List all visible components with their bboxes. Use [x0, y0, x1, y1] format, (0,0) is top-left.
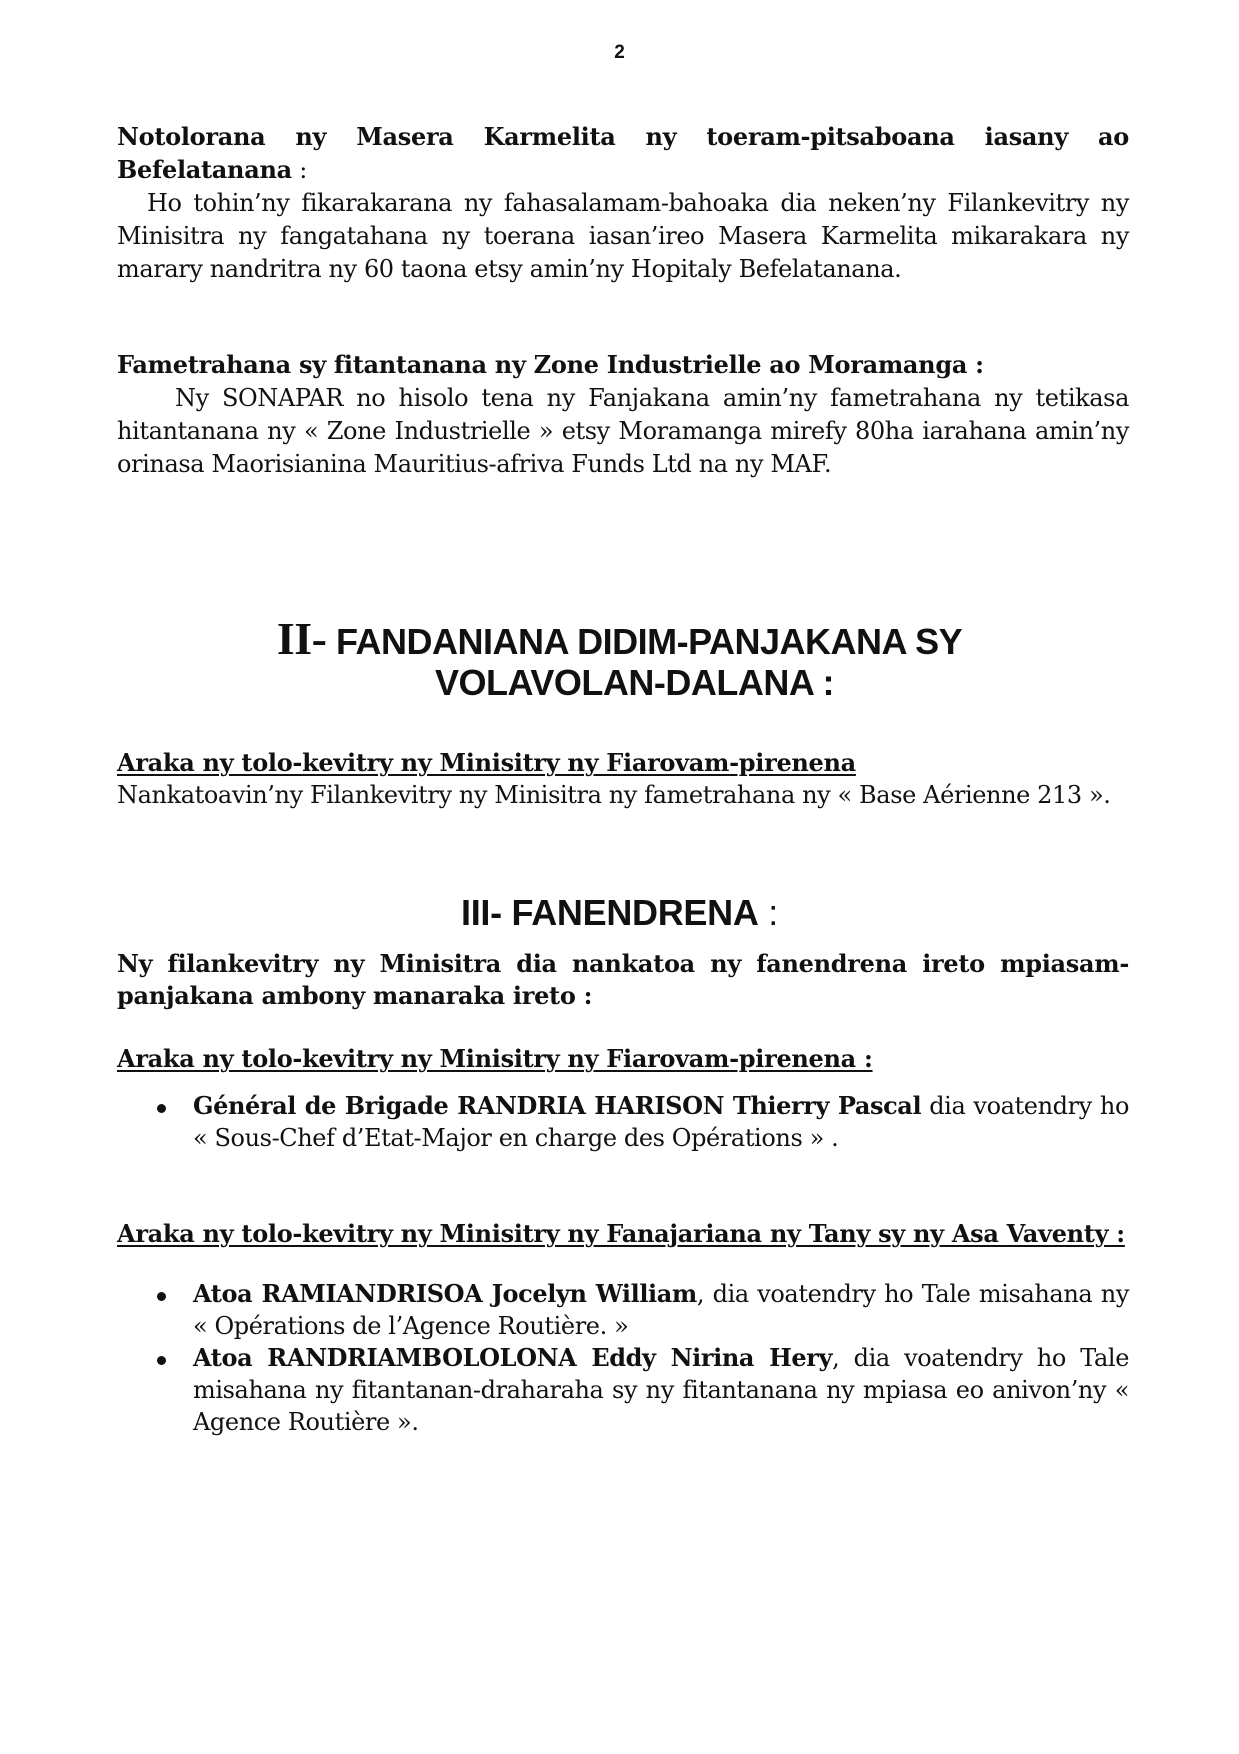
section-3-title: III- FANENDRENA : [461, 892, 778, 933]
page-number: 2 [614, 42, 625, 63]
bullet-icon [157, 1104, 166, 1113]
item-zone-industrielle [117, 348, 1129, 481]
item-title: Fametrahana sy fitantanana ny Zone Industrielle ao Moramanga : [117, 350, 984, 379]
section-2-subheading: Araka ny tolo-kevitry ny Minisitry ny Fiarovam-pirenena [117, 748, 856, 777]
bullet-icon [157, 1356, 166, 1365]
appointment-item: Atoa RAMIANDRISOA Jocelyn William, dia voatendry ho Tale misahana ny « Opérations de l’Agence Routière. » [117, 1278, 1129, 1342]
appointment-list [117, 1278, 1129, 1438]
group-heading: Araka ny tolo-kevitry ny Minisitry ny Fanajariana ny Tany sy ny Asa Vaventy : [117, 1219, 1125, 1248]
section-2-title-line2: VOLAVOLAN-DALANA : [435, 662, 834, 703]
item-body: Ho tohin’ny fikarakarana ny fahasalamam-bahoaka dia neken’ny Filankevitry ny Minisitra ny fangatahana ny toerana iasan’ireo Masera Karmelita mikarakara ny marary nandritra ny 60 taona etsy amin’ny Hopitaly Befelatanana. [117, 189, 1129, 283]
section-2-content [117, 747, 1129, 812]
group-heading: Araka ny tolo-kevitry ny Minisitry ny Fiarovam-pirenena : [117, 1044, 873, 1073]
section-2-body: Nankatoavin’ny Filankevitry ny Minisitra ny fametrahana ny « Base Aérienne 213 ». [117, 781, 1111, 809]
appointee-name: Général de Brigade RANDRIA HARISON Thierry Pascal [193, 1091, 922, 1120]
item-masera-karmelita [117, 120, 1129, 286]
item-body: Ny SONAPAR no hisolo tena ny Fanjakana amin’ny fametrahana ny tetikasa hitantanana ny « Zone Industrielle » etsy Moramanga mirefy 80ha iarahana amin’ny orinasa Maorisianina Mauritius-afriva Funds Ltd na ny MAF. [117, 384, 1129, 478]
appointment-item: Général de Brigade RANDRIA HARISON Thierry Pascal dia voatendry ho « Sous-Chef d’Etat-Major en charge des Opérations » . [117, 1090, 1129, 1154]
item-title: Notolorana ny Masera Karmelita ny toeram-pitsaboana iasany ao Befelatanana : [117, 122, 1129, 184]
appointee-name: Atoa RAMIANDRISOA Jocelyn William [193, 1279, 697, 1308]
bullet-icon [157, 1292, 166, 1301]
appointment-group [117, 1042, 1129, 1154]
appointment-list [117, 1090, 1129, 1154]
appointment-item: Atoa RANDRIAMBOLOLONA Eddy Nirina Hery, dia voatendry ho Tale misahana ny fitantanan-draharaha sy ny fitantanana ny mpiasa eo anivon’ny « Agence Routière ». [117, 1342, 1129, 1438]
appointment-group [117, 1218, 1129, 1438]
appointee-name: Atoa RANDRIAMBOLOLONA Eddy Nirina Hery [193, 1343, 833, 1372]
section-2-roman: II- [276, 613, 327, 664]
section-3-intro: Ny filankevitry ny Minisitra dia nankatoa ny fanendrena ireto mpiasam-panjakana ambony manaraka ireto : [117, 949, 1129, 1010]
section-2-title: II- FANDANIANA DIDIM-PANJAKANA SY [276, 613, 963, 664]
